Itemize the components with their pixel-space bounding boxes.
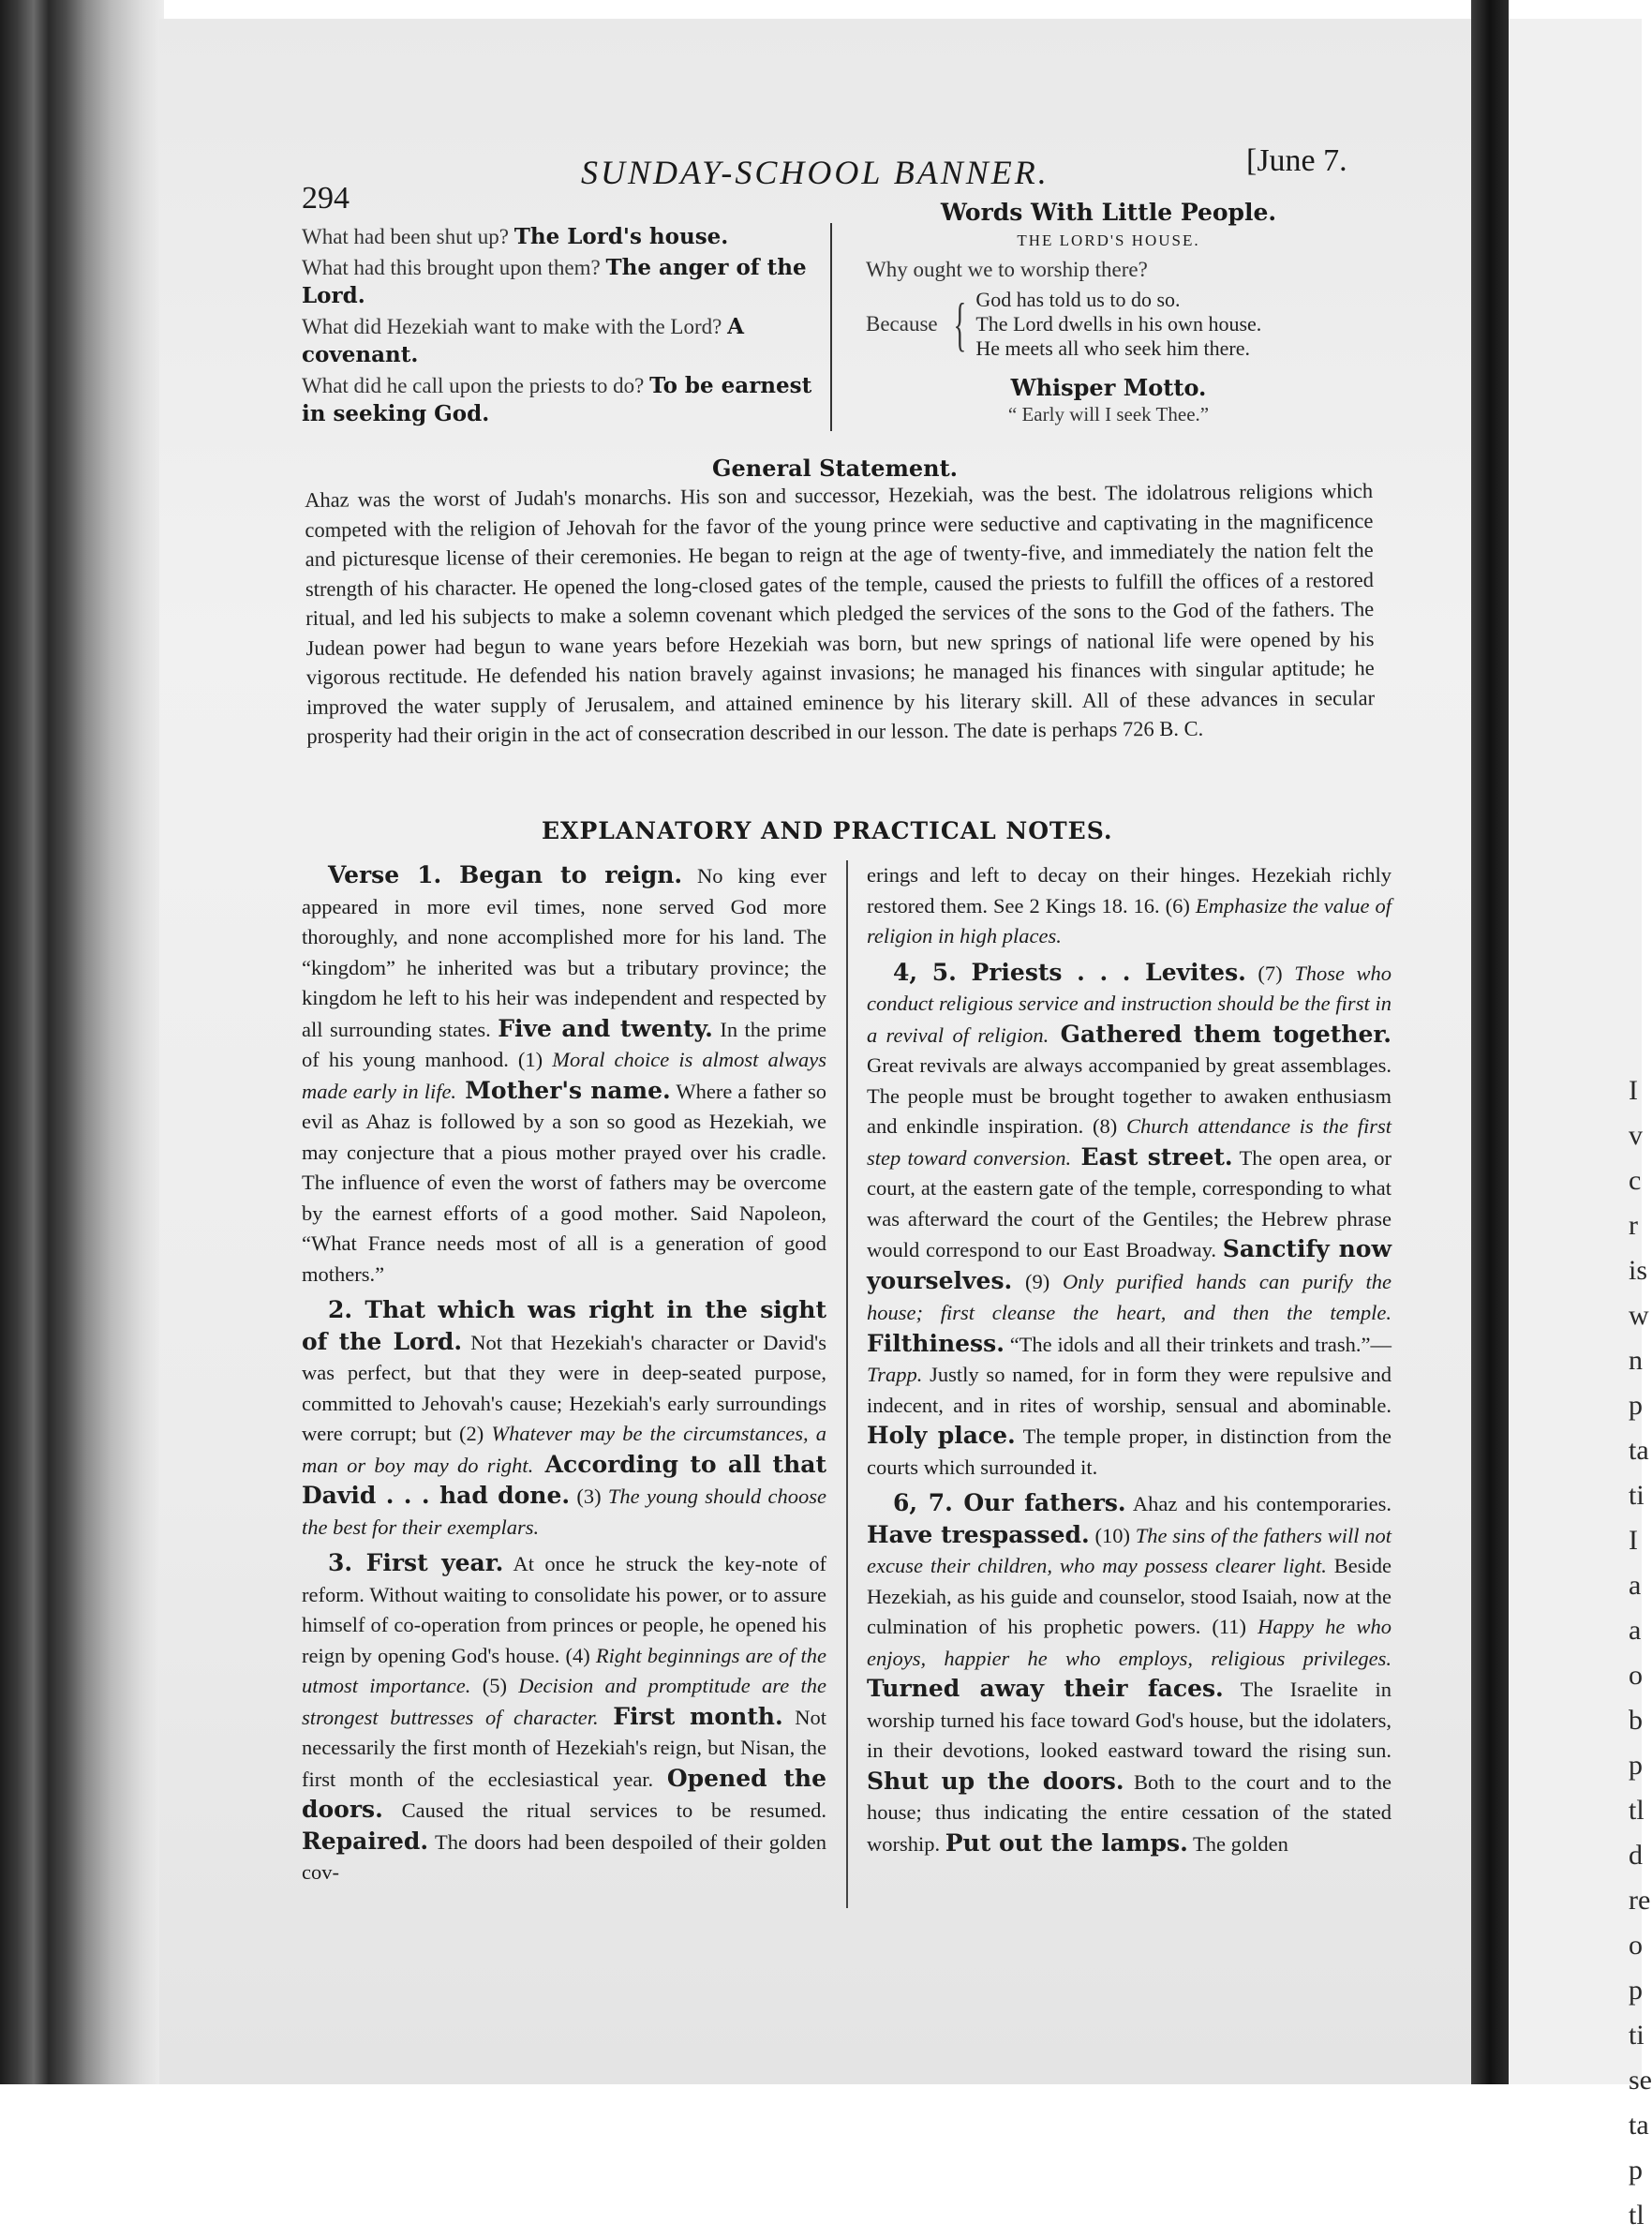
little-people-box bbox=[860, 199, 1357, 426]
because-label: Because bbox=[866, 312, 938, 336]
question-text: What did Hezekiah want to make with the Lord? bbox=[302, 315, 722, 338]
note-text: Where a father so evil as Ahaz is followed by a son so good as Hezekiah, we may conjecture that a pious mother prayed over his cradle. The influence of even the worst of fathers may be overcome by the earnest efforts of a good mother. Said Napoleon, “What France needs most of all is a generation of good mothers.” bbox=[302, 1079, 826, 1286]
column-divider bbox=[830, 223, 832, 431]
issue-date: [June 7. bbox=[1246, 143, 1347, 178]
verse-6-7-note bbox=[867, 1488, 1392, 1859]
facing-page-letter: p bbox=[1629, 1390, 1643, 1421]
note-text: No king ever appeared in more evil times, none served God more thoroughly, and none accomplished more for his land. The “kingdom” he inherited was but a tributary province; the kingdom he left to his heir was independent and respected by all surrounding states. bbox=[302, 864, 826, 1041]
note-heading: Repaired. bbox=[302, 1827, 429, 1855]
facing-page-letter: v bbox=[1629, 1120, 1643, 1151]
note-text: Ahaz and his contemporaries. bbox=[1125, 1492, 1392, 1515]
note-text: erings and left to decay on their hinges. Hezekiah richly restored them. See 2 Kings 18. 16. (6) bbox=[867, 863, 1392, 918]
note-heading: Turned away their faces. bbox=[867, 1675, 1224, 1702]
facing-page-letter: ta bbox=[1629, 1435, 1649, 1466]
facing-page-letter: se bbox=[1629, 2065, 1652, 2096]
note-text: (7) bbox=[1245, 961, 1295, 985]
reason-item: The Lord dwells in his own house. bbox=[975, 312, 1262, 336]
notes-right-column bbox=[867, 860, 1392, 1865]
note-text: (10) bbox=[1089, 1523, 1136, 1547]
note-text: Beside Hezekiah, as his guide and counselor, stood Isaiah, now at the culmination of his prophetic powers. (11) bbox=[867, 1554, 1392, 1638]
note-text: The open area, or court, at the eastern gate of the temple, corresponding to what was afterward the court of the Gentiles; the Hebrew phrase would correspond to our East Broadway. bbox=[867, 1145, 1392, 1261]
reason-item: He meets all who seek him there. bbox=[975, 336, 1250, 360]
verse-3-note bbox=[302, 1548, 826, 1888]
note-italic: The sins of the fathers will not excuse their children, who may possess clearer light. bbox=[867, 1523, 1392, 1577]
note-italic: Whatever may be the circumstances, a man or boy may do right. bbox=[302, 1422, 826, 1477]
note-text: Caused the ritual services to be resumed. bbox=[382, 1798, 826, 1822]
continued-note bbox=[867, 860, 1392, 952]
note-heading: Sanctify now yourselves. bbox=[867, 1235, 1392, 1294]
reason-item: God has told us to do so. bbox=[975, 288, 1181, 311]
brace-glyph: { bbox=[953, 291, 966, 357]
facing-page-letter: b bbox=[1629, 1705, 1643, 1736]
facing-page-cut-text bbox=[1629, 1068, 1652, 2238]
book-gutter bbox=[1471, 0, 1509, 2084]
note-text: (9) bbox=[1012, 1269, 1063, 1293]
note-text: Not that Hezekiah's character or David's was perfect, but that they were in deep-seated purpose, committed to Jehovah's cause; Hezekiah's early surroundings were corrupt; but (2) bbox=[302, 1330, 826, 1445]
verse-4-5-note bbox=[867, 958, 1392, 1484]
facing-page-letter: p bbox=[1629, 1975, 1643, 2006]
verse-2-note bbox=[302, 1295, 826, 1543]
general-statement-body: Ahaz was the worst of Judah's monarchs. His son and successor, Hezekiah, was the best. The idolatrous religions which competed with the religion of Jehovah for the favor of the young prince were seductive and captivating in the magnificence and picturesque license of their ceremonies. He began to reign at the age of twenty-five, and immediately the nation felt the strength of his character. He opened the long-closed gates of the temple, caused the priests to fulfill the offices of a restored ritual, and led his subjects to make a solemn covenant which pledged the services of the sons to the God of the fathers. The Judean power had begun to wane years before Hezekiah was born, but new springs of national life were opened by his vigorous rectitude. He defended his nation bravely against invasions; he managed his finances with singular aptitude; he improved the water supply of Jerusalem, and attained eminence by his literary skill. All of these advances in secular prosperity had their origin in the act of consecration described in our lesson. The date is perhaps 726 B. C. bbox=[305, 479, 1376, 748]
facing-page-letter: tl bbox=[1629, 1795, 1645, 1826]
facing-page-letter: I bbox=[1629, 1525, 1638, 1556]
facing-page-letter: p bbox=[1629, 1750, 1643, 1781]
note-text: The golden bbox=[1187, 1831, 1288, 1856]
answer-text: A covenant. bbox=[302, 314, 744, 367]
little-people-title: Words With Little People. bbox=[940, 199, 1277, 226]
facing-page-letter: n bbox=[1629, 1345, 1643, 1376]
facing-page-letter: re bbox=[1629, 1885, 1651, 1916]
note-italic: Right beginnings are of the utmost importance. bbox=[302, 1643, 827, 1697]
note-italic: Only purified hands can purify the house; first cleanse the heart, and then the temple. bbox=[867, 1269, 1392, 1324]
note-italic: Moral choice is almost always made early in life. bbox=[302, 1048, 826, 1103]
facing-page-letter: a bbox=[1629, 1615, 1642, 1646]
facing-page-letter: d bbox=[1629, 1840, 1643, 1871]
note-heading: According to all that David . . . had done. bbox=[302, 1450, 826, 1509]
book-binding-edge bbox=[0, 0, 164, 2084]
question-text: What did he call upon the priests to do? bbox=[302, 374, 645, 397]
question-item bbox=[302, 372, 815, 428]
facing-page-letter: I bbox=[1629, 1075, 1638, 1106]
facing-page-letter: ti bbox=[1629, 2020, 1645, 2051]
note-text: Justly so named, for in form they were repulsive and indecent, and in rites of worship, sensual and abominable. bbox=[867, 1363, 1392, 1417]
note-italic: Emphasize the value of religion in high places. bbox=[867, 893, 1392, 947]
note-heading: 3. First year. bbox=[328, 1549, 504, 1576]
motto-text: “ Early will I seek Thee.” bbox=[1007, 403, 1210, 425]
note-text: The temple proper, in distinction from the courts which surrounded it. bbox=[867, 1425, 1392, 1479]
question-item bbox=[302, 254, 815, 310]
note-heading: Put out the lamps. bbox=[945, 1828, 1188, 1857]
note-text: Both to the court and to the house; thus indicating the entire cessation of the stated worship. bbox=[867, 1769, 1392, 1856]
little-people-subtitle: THE LORD'S HOUSE. bbox=[1017, 231, 1200, 249]
reasons-list bbox=[975, 288, 1261, 361]
note-heading: Holy place. bbox=[867, 1422, 1016, 1449]
facing-page-letter: w bbox=[1629, 1300, 1649, 1331]
note-heading: 6, 7. Our fathers. bbox=[893, 1489, 1126, 1516]
note-heading: Opened the doors. bbox=[302, 1764, 826, 1823]
question-text: What had this brought upon them? bbox=[302, 256, 601, 279]
verse-1-note bbox=[302, 860, 826, 1290]
answer-text: The anger of the Lord. bbox=[302, 255, 807, 308]
note-italic: The young should choose the best for their exemplars. bbox=[302, 1485, 826, 1539]
facing-page-letter: r bbox=[1629, 1210, 1638, 1241]
general-statement-title: General Statement. bbox=[712, 455, 959, 482]
note-italic: Decision and promptitude are the strongest buttresses of character. bbox=[302, 1674, 826, 1729]
question-item bbox=[302, 223, 815, 251]
note-heading: Gathered them together. bbox=[1049, 1020, 1392, 1048]
note-heading: Mother's name. bbox=[456, 1076, 671, 1104]
note-text: At once he struck the key-note of reform. Without waiting to consolidate his power, or to assure himself of co-operation from princes or people, he opened his reign by opening God's house. (4) bbox=[302, 1552, 826, 1667]
note-text: The doors had been despoiled of their golden cov- bbox=[302, 1829, 826, 1884]
facing-page-letter: ti bbox=[1629, 1480, 1645, 1511]
facing-page-letter: is bbox=[1629, 1255, 1648, 1286]
facing-page-letter: c bbox=[1629, 1165, 1642, 1196]
facing-page-letter: a bbox=[1629, 1570, 1642, 1601]
answer-text: The Lord's house. bbox=[513, 224, 729, 249]
page-number: 294 bbox=[302, 181, 350, 216]
question-item bbox=[302, 313, 815, 369]
facing-page-letter: tl bbox=[1629, 2200, 1645, 2231]
answer-text: To be earnest in seeking God. bbox=[302, 373, 812, 426]
question-text: What had been shut up? bbox=[302, 225, 509, 248]
note-heading: Have trespassed. bbox=[867, 1520, 1090, 1548]
note-text: In the prime of his young manhood. (1) bbox=[302, 1017, 826, 1071]
motto-title: Whisper Motto. bbox=[1010, 374, 1207, 401]
because-block bbox=[866, 288, 1357, 361]
note-heading: 4, 5. Priests . . . Levites. bbox=[893, 958, 1246, 986]
facing-page-letter: ta bbox=[1629, 2110, 1649, 2141]
note-text: (3) bbox=[570, 1485, 608, 1508]
review-questions bbox=[302, 223, 815, 431]
note-text: Not necessarily the first month of Hezekiah's reign, but Nisan, the first month of the ecclesiastical year. bbox=[302, 1705, 826, 1791]
note-italic: Those who conduct religious service and instruction should be the first in a revival of religion. bbox=[867, 961, 1392, 1047]
note-heading: First month. bbox=[598, 1702, 783, 1730]
note-text: (5) bbox=[470, 1674, 519, 1697]
running-title: SUNDAY-SCHOOL BANNER. bbox=[581, 154, 1049, 191]
note-heading: Five and twenty. bbox=[498, 1014, 713, 1042]
notes-column-divider bbox=[846, 860, 848, 1908]
notes-left-column bbox=[302, 860, 826, 1894]
note-heading: 2. That which was right in the sight of the Lord. bbox=[302, 1296, 826, 1355]
facing-page-letter: o bbox=[1629, 1930, 1643, 1961]
facing-page-letter: p bbox=[1629, 2155, 1643, 2186]
note-heading: Shut up the doors. bbox=[867, 1767, 1124, 1795]
note-heading: Filthiness. bbox=[867, 1329, 1005, 1357]
notes-title: EXPLANATORY AND PRACTICAL NOTES. bbox=[542, 817, 1113, 844]
facing-page-letter: o bbox=[1629, 1660, 1643, 1691]
note-heading: Verse 1. Began to reign. bbox=[328, 861, 683, 888]
note-italic: Trapp. bbox=[867, 1363, 923, 1386]
note-text: The Israelite in worship turned his face toward God's house, but the idolaters, in their devotions, looked eastward toward the rising sun. bbox=[867, 1678, 1392, 1762]
little-people-question: Why ought we to worship there? bbox=[866, 258, 1148, 281]
note-text: Great revivals are always accompanied by great assemblages. The people must be brought together to awaken enthusiasm and enkindle inspiration. (8) bbox=[867, 1053, 1392, 1138]
note-heading: East street. bbox=[1071, 1142, 1233, 1171]
note-text: “The idols and all their trinkets and trash.”— bbox=[1004, 1332, 1392, 1356]
note-italic: Happy he who enjoys, happier he who employs, religious privileges. bbox=[867, 1615, 1392, 1670]
note-italic: Church attendance is the first step toward conversion. bbox=[867, 1114, 1392, 1170]
